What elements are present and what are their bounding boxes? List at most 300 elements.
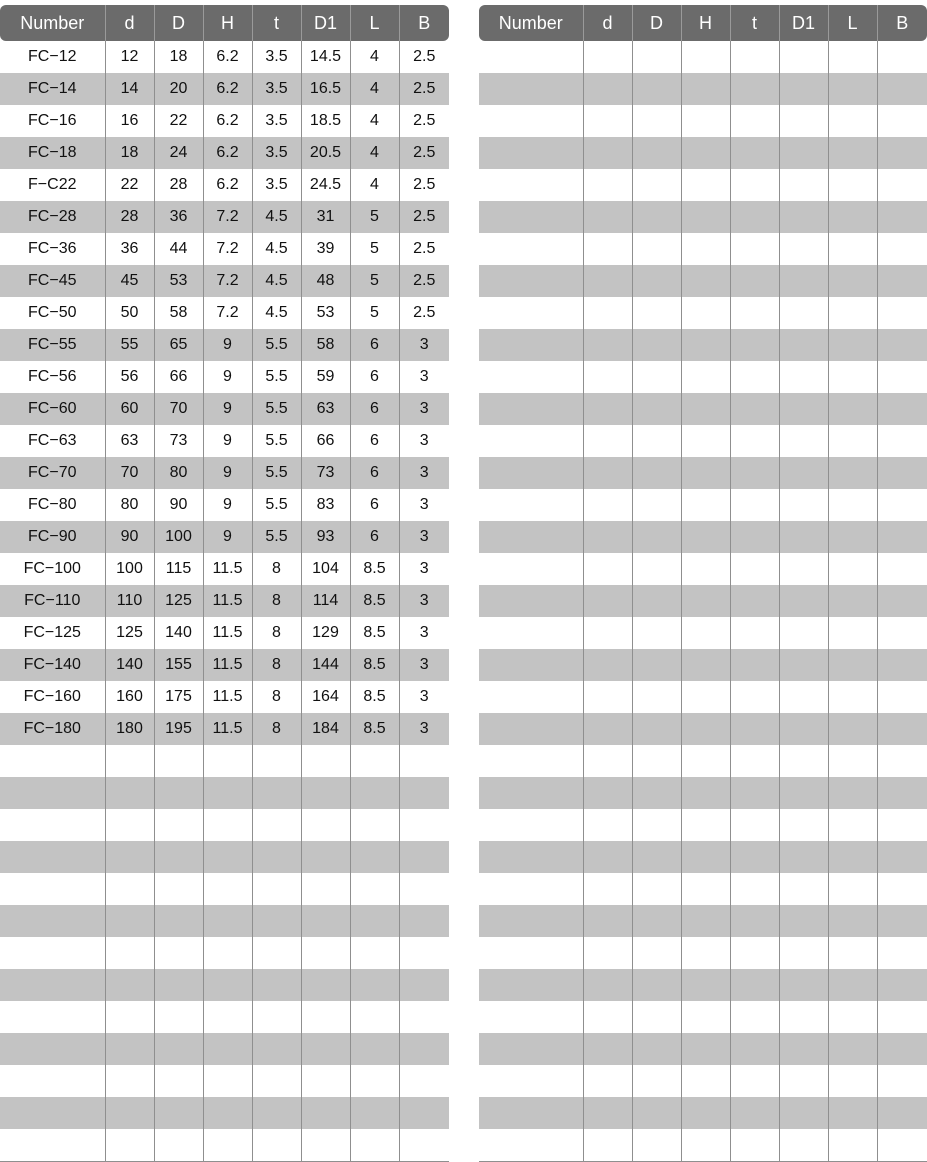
table-cell: 66 — [301, 425, 350, 457]
table-row — [0, 713, 449, 745]
table-cell — [828, 137, 877, 169]
column-header-number: Number — [479, 5, 583, 41]
table-cell: 63 — [301, 393, 350, 425]
table-cell — [828, 457, 877, 489]
table-cell: 4 — [350, 41, 399, 73]
table-cell: 3.5 — [252, 73, 301, 105]
table-row — [0, 233, 449, 265]
table-cell — [877, 809, 927, 841]
table-cell — [779, 137, 828, 169]
table-cell — [0, 905, 105, 937]
table-cell: 28 — [154, 169, 203, 201]
table-cell — [632, 73, 681, 105]
table-cell — [877, 329, 927, 361]
table-cell — [828, 1033, 877, 1065]
table-cell: 155 — [154, 649, 203, 681]
table-cell — [0, 1129, 105, 1162]
table-cell — [681, 265, 730, 297]
table-row — [479, 41, 927, 73]
table-cell: 3 — [399, 681, 449, 713]
table-cell — [877, 1129, 927, 1162]
table-cell — [632, 393, 681, 425]
table-row — [0, 1129, 449, 1162]
table-cell: 70 — [105, 457, 154, 489]
table-cell — [730, 649, 779, 681]
table-cell: 3 — [399, 617, 449, 649]
table-cell — [583, 329, 632, 361]
table-cell — [828, 105, 877, 137]
table-cell: 11.5 — [203, 681, 252, 713]
table-cell — [583, 937, 632, 969]
table-cell — [583, 585, 632, 617]
table-cell — [479, 105, 583, 137]
table-cell: 80 — [105, 489, 154, 521]
table-cell — [779, 41, 828, 73]
table-cell: FC−90 — [0, 521, 105, 553]
table-cell — [0, 841, 105, 873]
table-cell: 3.5 — [252, 105, 301, 137]
table-cell: 3.5 — [252, 137, 301, 169]
table-cell — [0, 969, 105, 1001]
table-row — [479, 329, 927, 361]
table-cell — [828, 713, 877, 745]
table-cell — [730, 169, 779, 201]
table-cell — [730, 1065, 779, 1097]
table-cell — [681, 489, 730, 521]
table-cell: 45 — [105, 265, 154, 297]
table-cell — [828, 265, 877, 297]
table-cell — [252, 777, 301, 809]
table-cell — [632, 137, 681, 169]
table-cell — [301, 809, 350, 841]
table-cell — [779, 713, 828, 745]
table-cell: 53 — [154, 265, 203, 297]
table-row — [479, 585, 927, 617]
table-cell — [877, 425, 927, 457]
column-header-col-6: L — [350, 5, 399, 41]
table-cell — [583, 105, 632, 137]
table-cell — [479, 233, 583, 265]
table-cell — [154, 841, 203, 873]
table-cell — [105, 1129, 154, 1162]
table-cell — [681, 1033, 730, 1065]
table-row — [479, 297, 927, 329]
table-cell — [154, 1001, 203, 1033]
table-cell — [479, 969, 583, 1001]
table-cell — [583, 1033, 632, 1065]
table-cell: 56 — [105, 361, 154, 393]
table-cell — [632, 905, 681, 937]
table-cell: 7.2 — [203, 297, 252, 329]
table-row — [0, 105, 449, 137]
table-cell: 14 — [105, 73, 154, 105]
table-cell — [252, 745, 301, 777]
table-cell — [203, 1129, 252, 1162]
table-cell: 2.5 — [399, 297, 449, 329]
table-cell: 2.5 — [399, 137, 449, 169]
table-cell — [632, 105, 681, 137]
table-cell — [730, 297, 779, 329]
table-cell — [479, 41, 583, 73]
table-cell: 104 — [301, 553, 350, 585]
table-cell — [730, 585, 779, 617]
table-cell — [877, 201, 927, 233]
table-cell: 11.5 — [203, 617, 252, 649]
table-cell — [301, 1033, 350, 1065]
table-cell — [252, 969, 301, 1001]
table-cell — [583, 1001, 632, 1033]
table-cell — [681, 841, 730, 873]
table-row — [0, 1001, 449, 1033]
table-cell — [350, 1001, 399, 1033]
table-cell: 5.5 — [252, 425, 301, 457]
table-cell — [105, 1033, 154, 1065]
table-cell — [828, 233, 877, 265]
table-cell — [632, 169, 681, 201]
table-cell: FC−14 — [0, 73, 105, 105]
table-cell — [632, 425, 681, 457]
table-cell — [828, 201, 877, 233]
table-cell — [399, 841, 449, 873]
table-row — [0, 457, 449, 489]
table-cell — [632, 1065, 681, 1097]
table-cell: 6 — [350, 425, 399, 457]
table-cell: 140 — [105, 649, 154, 681]
table-cell — [479, 585, 583, 617]
table-cell — [583, 1065, 632, 1097]
table-cell — [203, 1033, 252, 1065]
table-cell — [828, 329, 877, 361]
table-cell: FC−12 — [28, 48, 77, 65]
table-cell — [681, 137, 730, 169]
table-cell — [828, 169, 877, 201]
table-cell — [828, 905, 877, 937]
table-cell: 44 — [154, 233, 203, 265]
table-cell: 114 — [301, 585, 350, 617]
table-cell: 11.5 — [203, 553, 252, 585]
table-cell — [203, 745, 252, 777]
table-cell: 8 — [252, 617, 301, 649]
table-cell — [632, 489, 681, 521]
table-cell: 36 — [154, 201, 203, 233]
table-cell — [828, 1001, 877, 1033]
table-cell: FC−50 — [28, 304, 77, 321]
table-row — [0, 1065, 449, 1097]
table-cell — [350, 1097, 399, 1129]
table-cell — [0, 1001, 105, 1033]
table-cell — [681, 553, 730, 585]
table-cell — [877, 1065, 927, 1097]
table-cell — [730, 681, 779, 713]
table-cell — [252, 1129, 301, 1162]
table-cell — [681, 649, 730, 681]
table-cell — [479, 809, 583, 841]
table-cell — [399, 937, 449, 969]
table-cell — [632, 745, 681, 777]
table-cell — [877, 617, 927, 649]
table-cell — [779, 393, 828, 425]
table-cell — [730, 1129, 779, 1162]
table-cell: 140 — [154, 617, 203, 649]
table-cell: 58 — [301, 329, 350, 361]
column-header-col-4: t — [730, 5, 779, 41]
column-header-col-2: D — [632, 5, 681, 41]
table-cell — [877, 73, 927, 105]
table-row — [0, 201, 449, 233]
table-cell — [479, 297, 583, 329]
table-cell — [479, 361, 583, 393]
table-cell — [730, 457, 779, 489]
table-cell: 66 — [154, 361, 203, 393]
table-cell — [877, 745, 927, 777]
table-cell: 73 — [301, 457, 350, 489]
table-cell — [730, 521, 779, 553]
table-cell — [350, 1033, 399, 1065]
table-cell — [828, 1129, 877, 1162]
table-cell: 4.5 — [252, 201, 301, 233]
table-cell — [828, 777, 877, 809]
table-cell — [877, 233, 927, 265]
table-cell: 12 — [105, 41, 154, 73]
table-cell — [779, 1001, 828, 1033]
table-cell: 16.5 — [301, 73, 350, 105]
table-cell — [154, 1033, 203, 1065]
table-cell — [479, 521, 583, 553]
table-cell — [779, 809, 828, 841]
table-cell — [681, 617, 730, 649]
table-cell: 7.2 — [203, 201, 252, 233]
table-cell — [479, 873, 583, 905]
table-cell — [681, 41, 730, 73]
table-cell: 6.2 — [203, 169, 252, 201]
column-header-col-2: D — [154, 5, 203, 41]
table-cell — [479, 137, 583, 169]
table-cell — [681, 777, 730, 809]
table-cell — [203, 1065, 252, 1097]
table-cell: 14.5 — [301, 41, 350, 73]
column-header-col-1: d — [583, 5, 632, 41]
table-cell — [779, 201, 828, 233]
table-row — [0, 585, 449, 617]
table-cell — [877, 873, 927, 905]
table-cell: 6.2 — [203, 105, 252, 137]
table-cell: 4 — [350, 105, 399, 137]
table-cell: FC−80 — [28, 496, 77, 513]
table-row — [479, 1033, 927, 1065]
table-cell — [730, 489, 779, 521]
table-cell — [252, 1001, 301, 1033]
column-header-col-4: t — [252, 5, 301, 41]
table-cell: 5.5 — [252, 329, 301, 361]
table-cell: 7.2 — [203, 233, 252, 265]
table-cell: 16 — [105, 105, 154, 137]
table-cell: 8.5 — [350, 649, 399, 681]
table-row — [479, 361, 927, 393]
table-cell — [681, 969, 730, 1001]
column-header-col-3: H — [681, 5, 730, 41]
table-cell — [828, 585, 877, 617]
table-cell — [105, 937, 154, 969]
table-cell — [399, 1033, 449, 1065]
table-cell — [479, 73, 583, 105]
table-cell: FC−63 — [28, 432, 77, 449]
table-cell: 59 — [301, 361, 350, 393]
table-row — [479, 73, 927, 105]
table-cell — [828, 617, 877, 649]
table-cell: 55 — [105, 329, 154, 361]
table-cell: 18.5 — [301, 105, 350, 137]
table-cell — [779, 905, 828, 937]
table-cell — [154, 905, 203, 937]
table-cell: 6 — [350, 489, 399, 521]
table-cell — [632, 361, 681, 393]
table-cell — [681, 809, 730, 841]
table-cell — [105, 1097, 154, 1129]
table-cell — [583, 841, 632, 873]
table-cell — [350, 745, 399, 777]
table-cell — [877, 41, 927, 73]
table-cell — [779, 649, 828, 681]
table-cell: 28 — [105, 201, 154, 233]
table-cell: 11.5 — [203, 649, 252, 681]
table-cell — [681, 681, 730, 713]
table-cell: 60 — [105, 393, 154, 425]
table-cell — [632, 809, 681, 841]
table-cell — [681, 361, 730, 393]
table-cell: 5 — [350, 297, 399, 329]
table-row — [0, 905, 449, 937]
table-cell: 63 — [105, 425, 154, 457]
table-cell: 5.5 — [252, 457, 301, 489]
table-cell: 5 — [350, 233, 399, 265]
table-cell: 4.5 — [252, 265, 301, 297]
table-cell: 5.5 — [252, 361, 301, 393]
table-cell — [479, 489, 583, 521]
table-cell — [583, 137, 632, 169]
table-cell: FC−70 — [0, 457, 105, 489]
table-row — [0, 937, 449, 969]
table-cell: 180 — [105, 713, 154, 745]
table-cell — [877, 489, 927, 521]
table-cell — [583, 201, 632, 233]
table-cell — [779, 1097, 828, 1129]
table-row — [0, 809, 449, 841]
table-cell: 3.5 — [252, 41, 301, 73]
table-cell — [252, 1065, 301, 1097]
table-cell — [252, 841, 301, 873]
table-cell — [681, 201, 730, 233]
table-cell — [583, 265, 632, 297]
table-cell: 3 — [399, 329, 449, 361]
table-cell — [632, 1097, 681, 1129]
table-cell — [301, 937, 350, 969]
table-cell — [583, 489, 632, 521]
table-cell: 9 — [203, 425, 252, 457]
table-cell — [779, 297, 828, 329]
table-cell — [301, 969, 350, 1001]
table-row — [0, 617, 449, 649]
table-cell: 22 — [105, 169, 154, 201]
table-cell — [632, 777, 681, 809]
table-row — [479, 649, 927, 681]
table-cell — [828, 809, 877, 841]
table-cell — [681, 233, 730, 265]
table-cell — [632, 841, 681, 873]
table-cell — [730, 937, 779, 969]
table-cell: 53 — [301, 297, 350, 329]
table-cell: 36 — [105, 233, 154, 265]
table-cell — [828, 361, 877, 393]
table-cell — [877, 681, 927, 713]
table-cell — [632, 457, 681, 489]
table-cell: FC−18 — [0, 137, 105, 169]
table-row — [0, 521, 449, 553]
table-cell — [779, 873, 828, 905]
table-cell — [154, 1097, 203, 1129]
table-cell: 2.5 — [399, 201, 449, 233]
table-cell: 3 — [399, 425, 449, 457]
table-cell — [632, 1001, 681, 1033]
table-cell: 20 — [154, 73, 203, 105]
table-cell — [877, 841, 927, 873]
spec-table-left — [0, 5, 449, 1162]
table-cell: 9 — [203, 393, 252, 425]
table-cell — [828, 489, 877, 521]
table-row — [0, 137, 449, 169]
table-cell — [399, 905, 449, 937]
table-cell — [583, 681, 632, 713]
table-cell: 2.5 — [399, 73, 449, 105]
table-cell — [583, 393, 632, 425]
table-cell — [730, 105, 779, 137]
table-cell — [730, 329, 779, 361]
table-cell: 5 — [350, 265, 399, 297]
table-cell — [632, 873, 681, 905]
table-cell — [681, 937, 730, 969]
table-cell — [681, 905, 730, 937]
table-cell — [779, 361, 828, 393]
table-cell: 50 — [105, 297, 154, 329]
table-cell — [350, 777, 399, 809]
table-cell — [0, 937, 105, 969]
table-cell — [350, 905, 399, 937]
table-cell — [203, 809, 252, 841]
table-cell — [877, 521, 927, 553]
table-cell — [828, 681, 877, 713]
table-cell — [203, 905, 252, 937]
table-cell — [828, 553, 877, 585]
table-cell — [828, 937, 877, 969]
table-cell — [681, 745, 730, 777]
column-header-col-1: d — [105, 5, 154, 41]
table-cell — [828, 393, 877, 425]
table-cell: 65 — [154, 329, 203, 361]
table-cell: 2.5 — [399, 41, 449, 73]
table-cell — [877, 265, 927, 297]
table-cell: 73 — [154, 425, 203, 457]
table-row — [0, 361, 449, 393]
table-row — [479, 809, 927, 841]
table-cell — [154, 745, 203, 777]
table-cell: 18 — [105, 137, 154, 169]
table-cell: FC−60 — [0, 393, 105, 425]
table-cell — [828, 1097, 877, 1129]
table-cell — [730, 713, 779, 745]
table-cell — [154, 937, 203, 969]
table-cell: 6.2 — [203, 137, 252, 169]
table-cell: 24.5 — [301, 169, 350, 201]
table-cell: 8.5 — [350, 617, 399, 649]
